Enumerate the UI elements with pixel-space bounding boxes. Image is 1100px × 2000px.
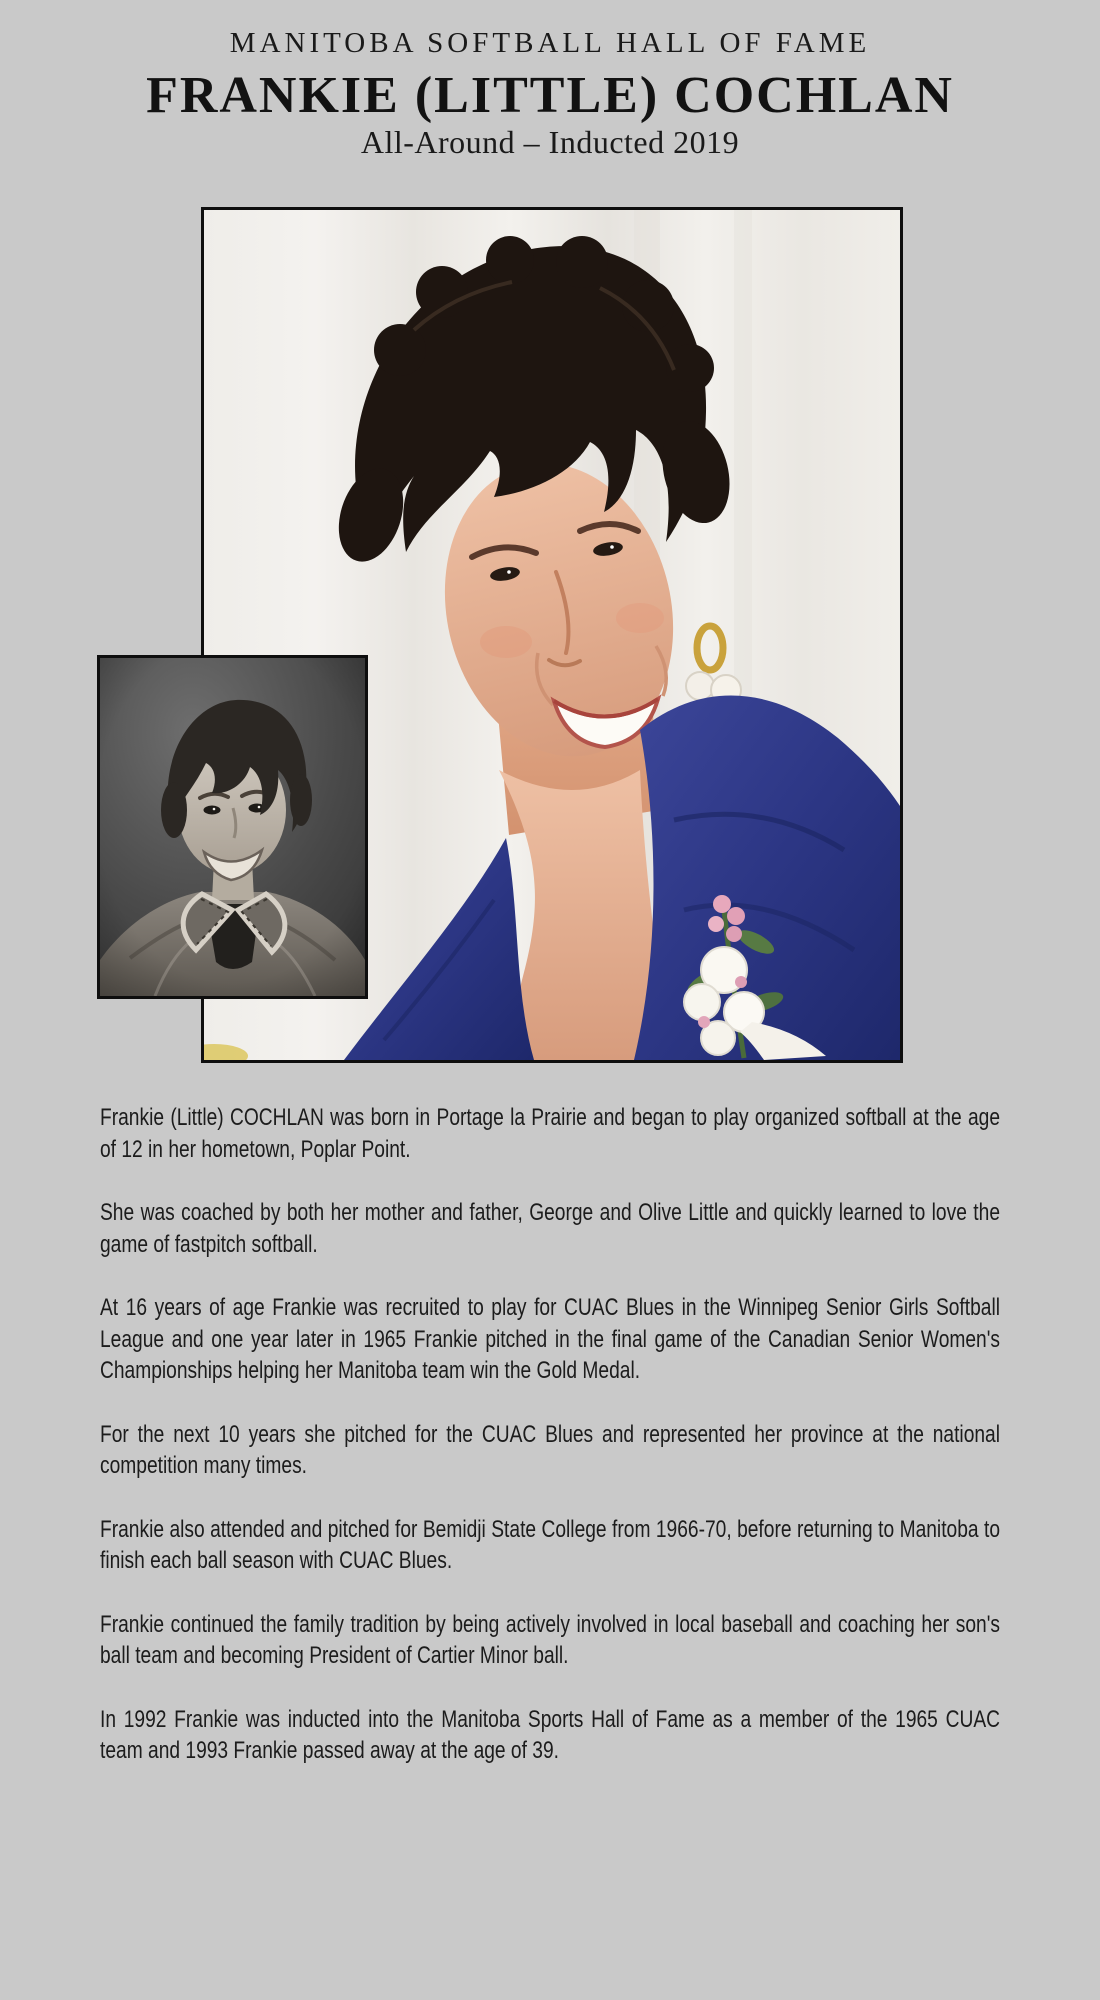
bio-paragraph: Frankie also attended and pitched for Bemidji State College from 1966-70, before returning to Manitoba to finish each ball season with CUAC Blues. xyxy=(100,1515,1000,1574)
bio-paragraph: For the next 10 years she pitched for the CUAC Blues and represented her province at the national competition many times. xyxy=(100,1420,1000,1479)
bio-paragraph: Frankie continued the family tradition by being actively involved in local baseball and coaching her son's ball team and becoming President of Cartier Minor ball. xyxy=(100,1610,1000,1669)
bio-paragraph: She was coached by both her mother and father, George and Olive Little and quickly learned to love the game of fastpitch softball. xyxy=(100,1199,1000,1258)
bio-paragraph: Frankie (Little) COCHLAN was born in Portage la Prairie and began to play organized softball at the age of 12 in her hometown, Poplar Point. xyxy=(100,1104,1000,1163)
category-induction-line: All-Around – Inducted 2019 xyxy=(360,124,740,160)
bio-paragraph: In 1992 Frankie was inducted into the Manitoba Sports Hall of Fame as a member of the 1965 CUAC team and 1993 Frankie passed away at the age of 39. xyxy=(100,1705,1000,1764)
inductee-name: FRANKIE (LITTLE) COCHLAN xyxy=(146,67,954,124)
organization-title: MANITOBA SOFTBALL HALL OF FAME xyxy=(229,27,871,59)
page-header xyxy=(0,0,1100,160)
biography-text xyxy=(100,1102,1000,1799)
inset-youth-photo xyxy=(97,655,368,999)
bio-paragraph: At 16 years of age Frankie was recruited to play for CUAC Blues in the Winnipeg Senior Girls Softball League and one year later in 1965 Frankie pitched in the final game of the Canadian Senior Women's Championships helping her Manitoba team win the Gold Medal. xyxy=(100,1294,1000,1384)
inset-photo-illustration xyxy=(100,658,365,996)
